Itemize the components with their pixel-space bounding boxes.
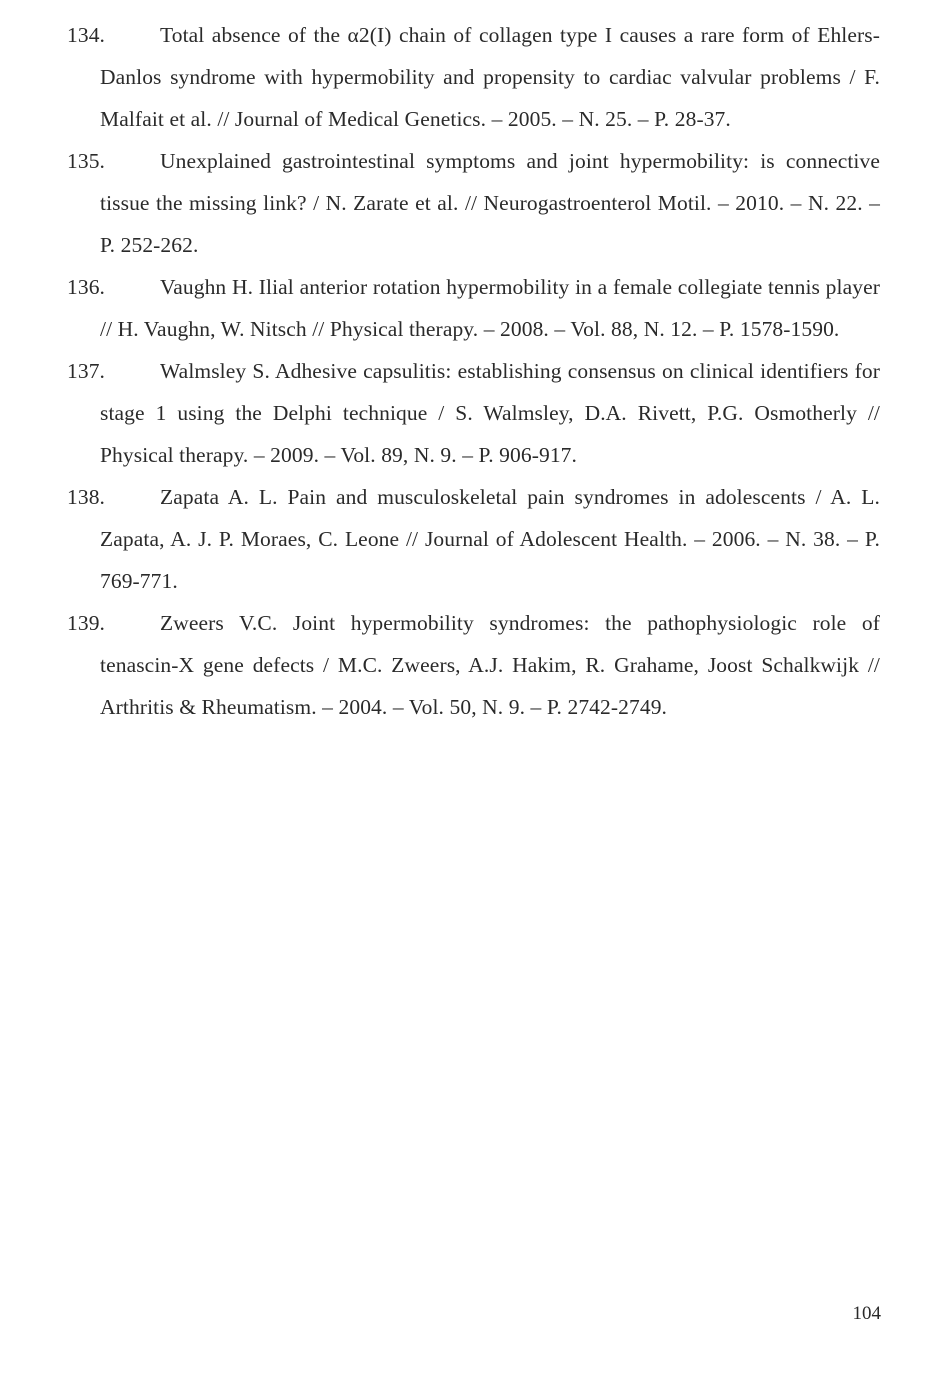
reference-item [67,266,880,350]
reference-item [67,14,880,140]
reference-item [67,350,880,476]
reference-number: 134. [67,23,106,47]
reference-text: Vaughn H. Ilial anterior rotation hypermobility in a female collegiate tennis player // H. Vaughn, W. Nitsch // Physical therapy. – 2008. – Vol. 88, N. 12. – P. 1578-1590. [100,275,880,341]
reference-number: 135. [67,149,106,173]
reference-number: 137. [67,359,106,383]
reference-item [67,140,880,266]
reference-item [67,476,880,602]
reference-number: 138. [67,485,106,509]
reference-item [67,602,880,728]
reference-number: 139. [67,611,106,635]
reference-text: Zapata A. L. Pain and musculoskeletal pain syndromes in adolescents / A. L. Zapata, A. J. P. Moraes, C. Leone // Journal of Adolescent Health. – 2006. – N. 38. – P. 769-771. [100,485,880,593]
page-number: 104 [852,1303,881,1324]
reference-number: 136. [67,275,106,299]
reference-text: Total absence of the α2(I) chain of collagen type I causes a rare form of Ehlers-Danlos syndrome with hypermobility and propensity to cardiac valvular problems / F. Malfait et al. // Journal of Medical Genetics. – 2005. – N. 25. – P. 28-37. [100,23,880,131]
reference-text: Zweers V.C. Joint hypermobility syndromes: the pathophysiologic role of tenascin-X gene defects / M.C. Zweers, A.J. Hakim, R. Grahame, Joost Schalkwijk // Arthritis & Rheumatism. – 2004. – Vol. 50, N. 9. – P. 2742-2749. [100,611,880,719]
reference-text: Walmsley S. Adhesive capsulitis: establishing consensus on clinical identifiers for stage 1 using the Delphi technique / S. Walmsley, D.A. Rivett, P.G. Osmotherly // Physical therapy. – 2009. – Vol. 89, N. 9. – P. 906-917. [100,359,880,467]
reference-text: Unexplained gastrointestinal symptoms and joint hypermobility: is connective tissue the missing link? / N. Zarate et al. // Neurogastroenterol Motil. – 2010. – N. 22. – P. 252-262. [100,149,880,257]
reference-list [67,14,880,728]
